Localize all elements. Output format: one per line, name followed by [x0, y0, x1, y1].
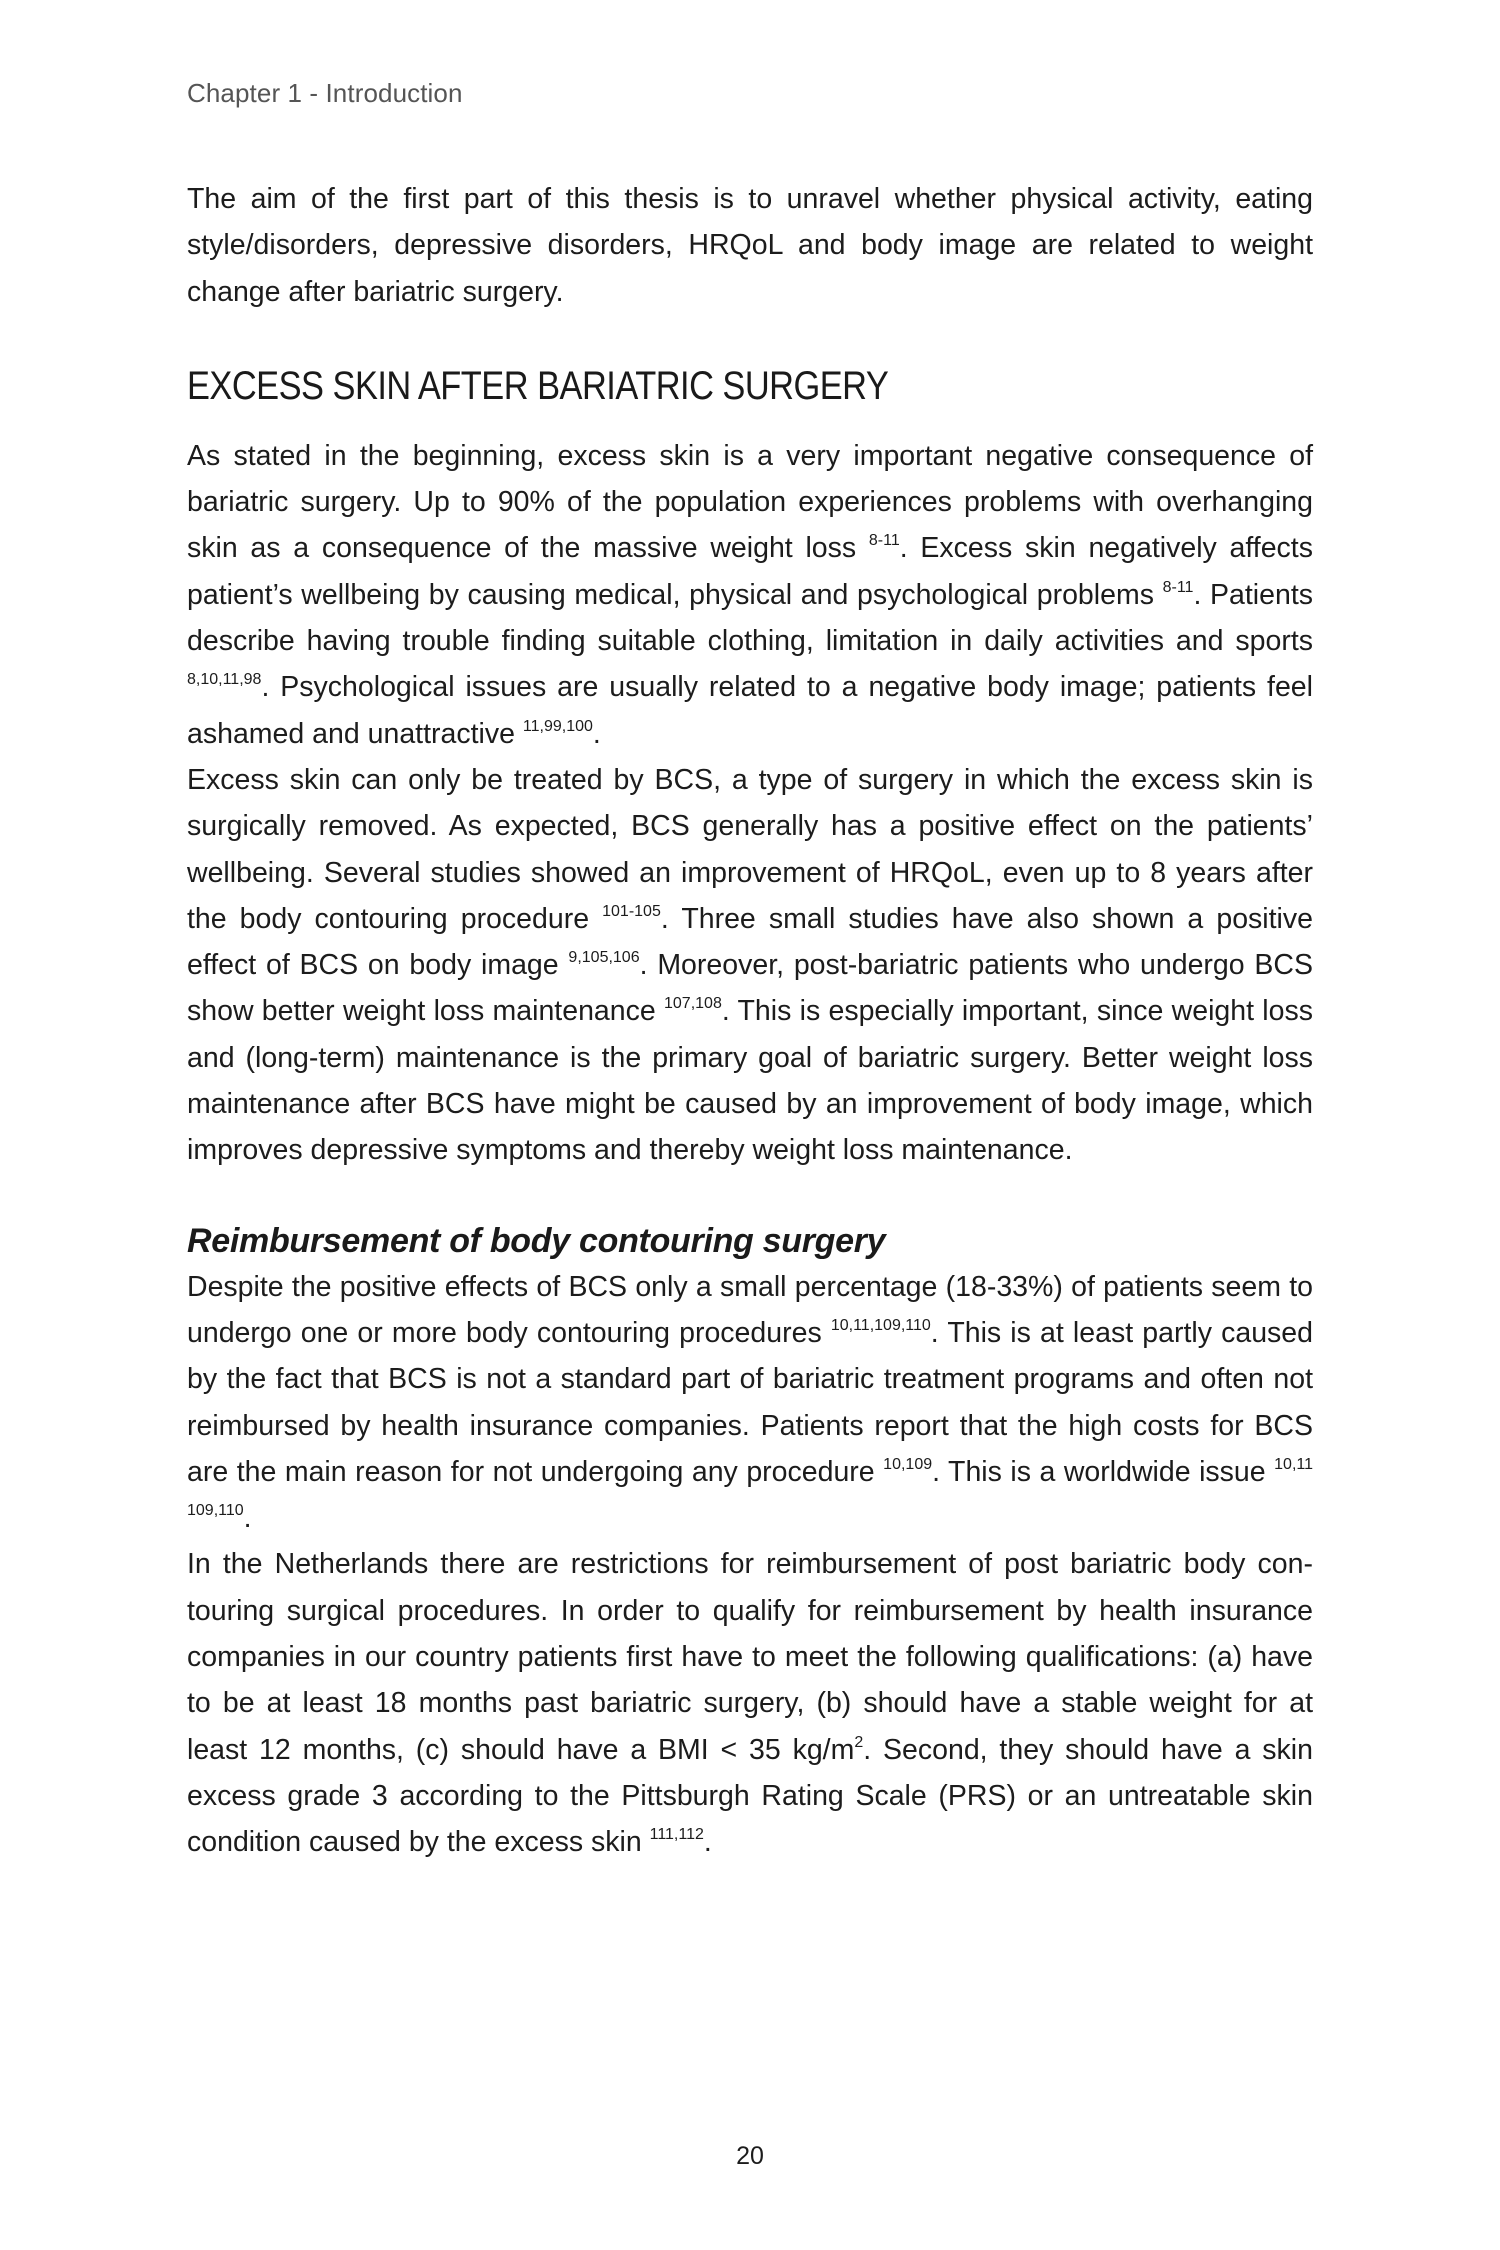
citation: 10,11,109,110	[830, 1316, 931, 1334]
citation: 8-11	[868, 532, 900, 550]
text-run: . This is a worldwide issue	[932, 1455, 1275, 1488]
citation: 107,108	[664, 995, 722, 1013]
page-content	[187, 176, 1313, 1866]
citation: 9,105,106	[568, 949, 640, 967]
section-paragraph-1	[187, 433, 1313, 757]
text-run: . Three small studies have also shown a positive effect of BCS on body image	[187, 902, 1313, 982]
text-run: . Patients describe having trouble finding suitable clothing, limitation in daily activities and sports	[187, 578, 1313, 658]
subsection-paragraph-1	[187, 1264, 1313, 1542]
text-run: . This is especially important, since weight loss and (long-term) maintenance is the primary goal of bariatric surgery. Better weight loss maintenance after BCS have might be caused by an improvement of body image, which improves depressive symptoms and thereby weight loss maintenance.	[187, 995, 1313, 1167]
citation: 10,11 109,110	[187, 1455, 1314, 1520]
text-run: . Second, they should have a skin excess grade 3 according to the Pittsburgh Rating Scale (PRS) or an untreatable skin condition caused by the excess skin	[187, 1733, 1313, 1859]
intro-paragraph: The aim of the first part of this thesis is to unravel whether physical activity, eating style/disorders, depressive disorders, HRQoL and body image are related to weight change after bariatric surgery.	[187, 183, 1313, 308]
text-run: . Psychological issues are usually related to a negative body image; patients feel ashamed and unattractive	[187, 671, 1313, 750]
citation: 10,109	[883, 1455, 933, 1473]
superscript-squared: 2	[854, 1733, 864, 1751]
text-run: . This is at least partly caused by the fact that BCS is not a standard part of bariatric treatment programs and often not reimbursed by health insurance companies. Patients report that the high costs for BCS are the main reason for not undergoing any procedure	[187, 1316, 1313, 1488]
text-run: In the Netherlands there are restrictions for reimbursement of post bariatric body contouring surgical procedures. In order to qualify for reimbursement by health insurance companies in our country patients first have to meet the following qualifications: (a) have to be at least 18 months past bariatric surgery, (b) should have a stable weight for at least 12 months, (c) should have a BMI < 35 kg/m	[187, 1548, 1313, 1766]
text-run: .	[243, 1502, 252, 1535]
citation: 11,99,100	[522, 717, 593, 735]
text-run: .	[703, 1826, 712, 1859]
subsection-heading: Reimbursement of body contouring surgery	[187, 1221, 886, 1260]
text-run: .	[592, 717, 601, 750]
citation: 101-105	[602, 902, 661, 920]
text-run: As stated in the beginning, excess skin is a very important negative consequence of bariatric surgery. Up to 90% of the population experiences problems with overhanging skin as a consequence of the massive weight loss	[187, 439, 1313, 565]
section-paragraph-2	[187, 757, 1313, 1174]
citation: 111,112	[649, 1826, 704, 1844]
running-head: Chapter 1 - Introduction	[187, 78, 463, 108]
citation: 8-11	[1162, 578, 1194, 596]
page-number: 20	[736, 2142, 764, 2170]
text-run: . Excess skin negatively affects patient’s wellbeing by causing medical, physical and psychological problems	[187, 532, 1313, 611]
text-run: . Moreover, post-bariatric patients who undergo BCS show better weight loss maintenance	[187, 949, 1313, 1028]
text-run: Despite the positive effects of BCS only a small percentage (18-33%) of patients seem to undergo one or more body contouring procedures	[187, 1270, 1313, 1349]
subsection-paragraph-2	[187, 1541, 1313, 1865]
text-run: Excess skin can only be treated by BCS, a type of surgery in which the excess skin is surgically removed. As expected, BCS generally has a positive effect on the patients’ wellbeing. Several studies showed an improvement of HRQoL, even up to 8 years after the body contouring procedure	[187, 763, 1313, 935]
citation: 8,10,11,98	[187, 671, 262, 689]
section-heading: EXCESS SKIN AFTER BARIATRIC SURGERY	[187, 363, 889, 408]
